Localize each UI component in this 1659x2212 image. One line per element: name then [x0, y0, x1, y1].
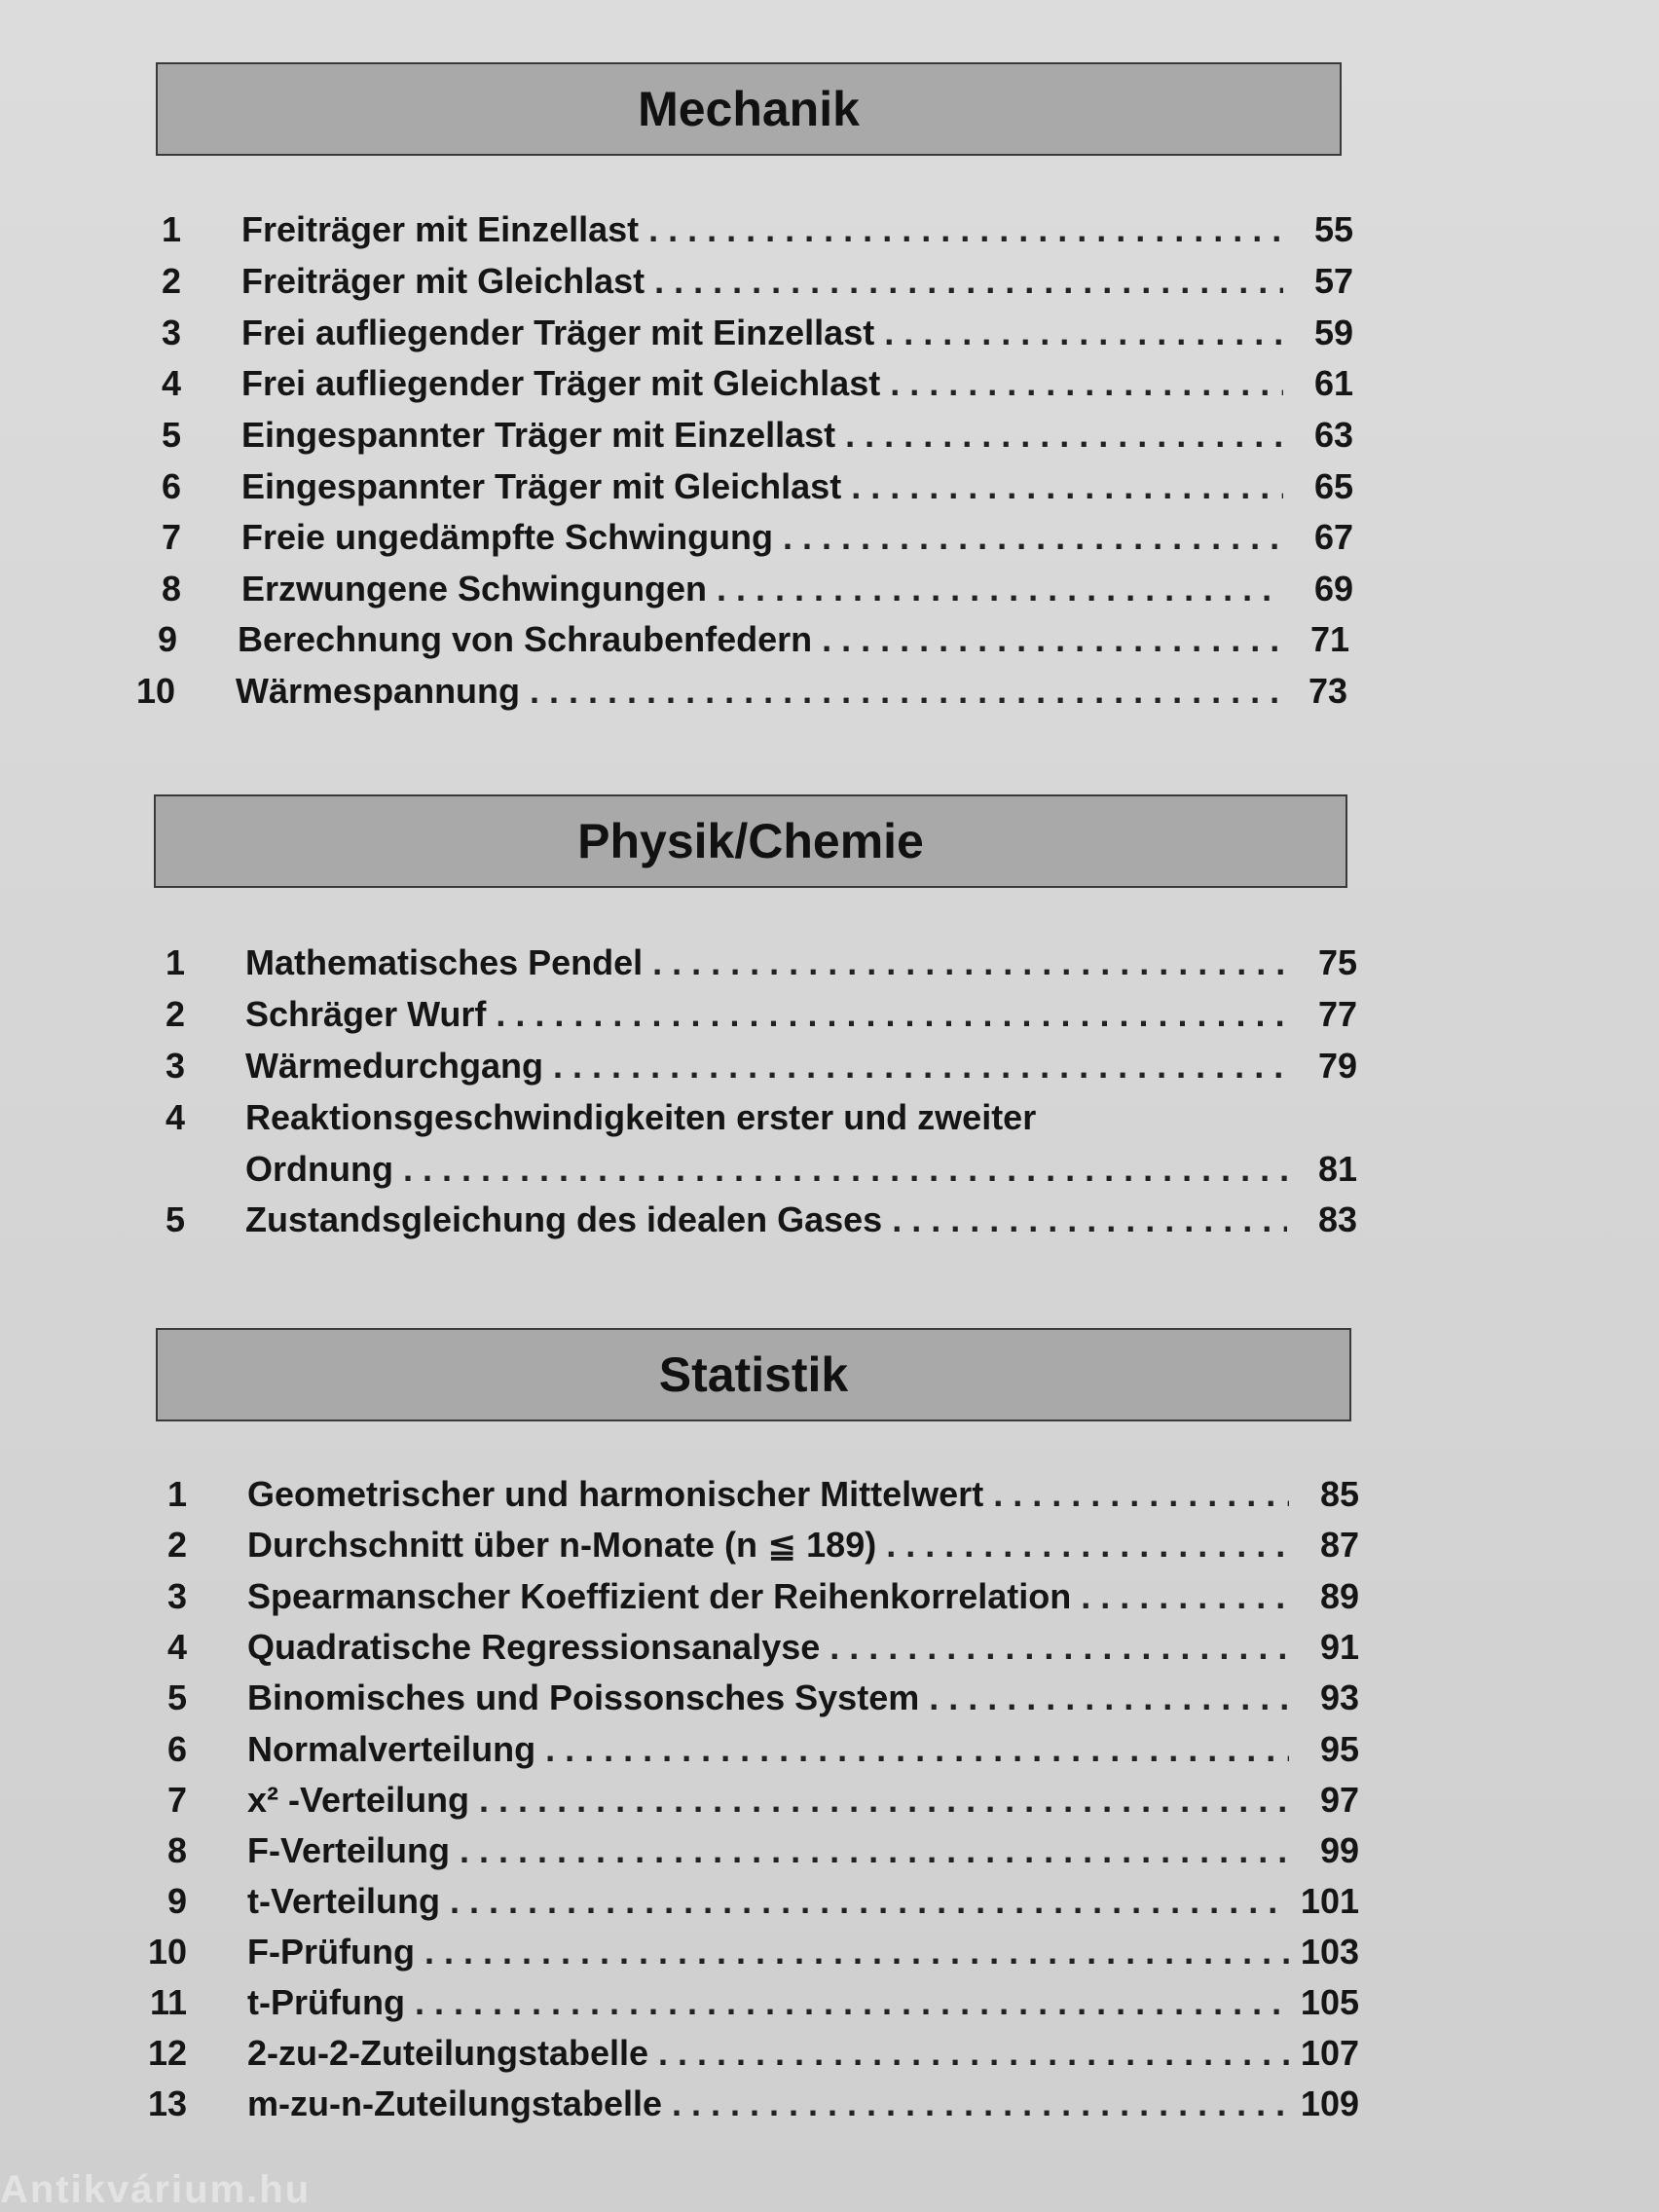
- dot-leader: [450, 1878, 1289, 1925]
- entry-page-number: 61: [1313, 363, 1353, 403]
- entry-page-number: 71: [1309, 619, 1349, 659]
- entry-page-number: 75: [1317, 942, 1357, 982]
- dot-leader: [403, 1146, 1287, 1193]
- entry-number: 7: [166, 1780, 187, 1820]
- entry-page-number: 77: [1317, 994, 1357, 1034]
- entry-page-number: 57: [1313, 261, 1353, 301]
- entry-title: Eingespannter Träger mit Gleichlast: [241, 466, 842, 506]
- toc-entry: [123, 616, 1349, 663]
- entry-title: Freiträger mit Gleichlast: [241, 261, 645, 301]
- entry-page-number: 109: [1300, 2083, 1359, 2123]
- entry-body: [241, 514, 1353, 561]
- entry-body: [245, 1043, 1357, 1089]
- toc-entry: [127, 310, 1353, 356]
- entry-body: [247, 1878, 1359, 1925]
- dot-leader: [545, 1726, 1289, 1773]
- entry-page-number: 107: [1300, 2033, 1359, 2073]
- entry-title: Freie ungedämpfte Schwingung: [241, 517, 774, 557]
- dot-leader: [886, 1522, 1289, 1568]
- entry-page-number: 87: [1319, 1525, 1359, 1565]
- entry-page-number: 89: [1319, 1576, 1359, 1616]
- entry-title: t-Verteilung: [247, 1881, 441, 1921]
- section-header-mechanik: [156, 62, 1342, 156]
- entry-body: [241, 258, 1353, 305]
- dot-leader: [424, 1929, 1289, 1975]
- entry-number: 3: [165, 1046, 185, 1086]
- entry-page-number: 65: [1313, 466, 1353, 506]
- entry-body: [241, 310, 1353, 356]
- entry-title: Frei aufliegender Träger mit Einzellast: [241, 313, 875, 352]
- dot-leader: [648, 206, 1283, 253]
- entry-number: 6: [161, 466, 181, 506]
- entry-number: 8: [161, 569, 181, 608]
- entry-number: 8: [166, 1830, 187, 1870]
- toc-entry: [132, 1522, 1359, 1568]
- entry-body: [247, 1624, 1359, 1671]
- entry-body: [241, 412, 1353, 459]
- toc-entry: [130, 991, 1357, 1038]
- section-header-physik-chemie: [154, 794, 1347, 888]
- entry-page-number: 81: [1317, 1149, 1357, 1189]
- entry-body: [247, 1522, 1359, 1568]
- toc-entry: [132, 1573, 1359, 1620]
- entry-title: Zustandsgleichung des idealen Gases: [245, 1199, 883, 1239]
- entry-body: [245, 1197, 1357, 1243]
- dot-leader: [884, 310, 1283, 356]
- entry-page-number: 83: [1317, 1199, 1357, 1239]
- dot-leader: [993, 1471, 1289, 1518]
- entry-body: [247, 2030, 1359, 2077]
- dot-leader: [890, 360, 1283, 407]
- toc-entry: [127, 258, 1353, 305]
- toc-entry: [132, 1777, 1359, 1824]
- toc-entry: [132, 1929, 1359, 1975]
- toc-entry: [127, 206, 1353, 253]
- entry-number: 10: [147, 1932, 187, 1972]
- entry-number: 12: [147, 2033, 187, 2073]
- entry-page-number: 85: [1319, 1474, 1359, 1514]
- toc-entry: [127, 566, 1353, 612]
- entry-body: [236, 668, 1347, 715]
- toc-entry: [121, 668, 1347, 715]
- section-title: Physik/Chemie: [577, 814, 924, 868]
- dot-leader: [658, 2030, 1289, 2077]
- dot-leader: [460, 1827, 1289, 1874]
- entry-title: Mathematisches Pendel: [245, 942, 644, 982]
- entry-title: Normalverteilung: [247, 1729, 536, 1769]
- entry-number: 1: [161, 209, 181, 249]
- entry-page-number: 93: [1319, 1677, 1359, 1717]
- toc-entry: [127, 412, 1353, 459]
- toc-entry: [132, 1827, 1359, 1874]
- entry-title: Durchschnitt über n-Monate (n ≦ 189): [247, 1525, 877, 1565]
- toc-entry: [132, 1471, 1359, 1518]
- entry-body: [245, 1094, 1357, 1141]
- entry-body: [241, 566, 1353, 612]
- dot-leader: [652, 940, 1287, 986]
- dot-leader: [783, 514, 1283, 561]
- entry-title: t-Prüfung: [247, 1982, 405, 2022]
- entry-number: 5: [165, 1199, 185, 1239]
- entry-body: [247, 1726, 1359, 1773]
- dot-leader: [654, 258, 1283, 305]
- entry-page-number: 97: [1319, 1780, 1359, 1820]
- entry-body: [247, 1979, 1359, 2026]
- toc-entry: [127, 463, 1353, 510]
- dot-leader: [479, 1777, 1289, 1824]
- entry-title: Berechnung von Schraubenfedern: [238, 619, 813, 659]
- entry-body: [241, 206, 1353, 253]
- entry-title: Eingespannter Träger mit Einzellast: [241, 415, 836, 455]
- section-header-statistik: [156, 1328, 1351, 1421]
- entry-body: [247, 1777, 1359, 1824]
- dot-leader: [851, 463, 1283, 510]
- toc-entry: [132, 2030, 1359, 2077]
- entry-number: 4: [161, 363, 181, 403]
- entry-number: 9: [157, 619, 177, 659]
- toc-entry: [130, 1043, 1357, 1089]
- dot-leader: [929, 1675, 1289, 1721]
- entry-title: Spearmanscher Koeffizient der Reihenkorrelation: [247, 1576, 1072, 1616]
- entry-page-number: 105: [1300, 1982, 1359, 2022]
- entry-page-number: 63: [1313, 415, 1353, 455]
- toc-entry: [130, 1146, 1357, 1193]
- entry-title: Ordnung: [245, 1149, 393, 1189]
- entry-title: m-zu-n-Zuteilungstabelle: [247, 2083, 662, 2123]
- entry-page-number: 73: [1308, 671, 1347, 711]
- toc-entry: [132, 2081, 1359, 2127]
- dot-leader: [553, 1043, 1287, 1089]
- entry-title: Wärmedurchgang: [245, 1046, 544, 1086]
- entry-title: Reaktionsgeschwindigkeiten erster und zweiter: [245, 1097, 1037, 1137]
- dot-leader: [845, 412, 1283, 459]
- entry-title: Quadratische Regressionsanalyse: [247, 1627, 821, 1667]
- entry-number: 2: [165, 994, 185, 1034]
- entry-number: 1: [165, 942, 185, 982]
- section-title: Mechanik: [638, 82, 860, 136]
- entry-title: 2-zu-2-Zuteilungstabelle: [247, 2033, 649, 2073]
- entry-body: [247, 1573, 1359, 1620]
- entry-title: F-Prüfung: [247, 1932, 415, 1972]
- entry-number: 5: [161, 415, 181, 455]
- toc-entry: [132, 1726, 1359, 1773]
- toc-entry: [127, 360, 1353, 407]
- entry-number: 11: [149, 1982, 187, 2022]
- entry-body: [238, 616, 1349, 663]
- entry-number: 9: [166, 1881, 187, 1921]
- entry-body: [241, 360, 1353, 407]
- entry-body: [247, 1827, 1359, 1874]
- entry-title: x² -Verteilung: [247, 1780, 470, 1820]
- entry-page-number: 67: [1313, 517, 1353, 557]
- entry-page-number: 103: [1300, 1932, 1359, 1972]
- entry-number: 10: [135, 671, 175, 711]
- dot-leader: [672, 2081, 1289, 2127]
- toc-entry: [132, 1624, 1359, 1671]
- entry-title: Geometrischer und harmonischer Mittelwert: [247, 1474, 984, 1514]
- section-title: Statistik: [658, 1347, 849, 1402]
- entry-page-number: 59: [1313, 313, 1353, 352]
- entry-number: 5: [166, 1677, 187, 1717]
- entry-number: 4: [165, 1097, 185, 1137]
- entry-title: F-Verteilung: [247, 1830, 451, 1870]
- entry-body: [245, 1146, 1357, 1193]
- entry-page-number: 55: [1313, 209, 1353, 249]
- entry-body: [247, 2081, 1359, 2127]
- entry-number: 4: [166, 1627, 187, 1667]
- entry-number: 3: [166, 1576, 187, 1616]
- toc-entry: [130, 940, 1357, 986]
- entry-page-number: 99: [1319, 1830, 1359, 1870]
- dot-leader: [496, 991, 1287, 1038]
- dot-leader: [830, 1624, 1289, 1671]
- toc-entry: [130, 1094, 1357, 1141]
- entry-page-number: 69: [1313, 569, 1353, 608]
- dot-leader: [717, 566, 1283, 612]
- entry-body: [247, 1471, 1359, 1518]
- entry-body: [241, 463, 1353, 510]
- toc-entry: [132, 1675, 1359, 1721]
- dot-leader: [822, 616, 1279, 663]
- entry-title: Schräger Wurf: [245, 994, 487, 1034]
- entry-number: 7: [161, 517, 181, 557]
- entry-page-number: 91: [1319, 1627, 1359, 1667]
- watermark: Antikvárium.hu: [0, 2168, 312, 2211]
- toc-entry: [127, 514, 1353, 561]
- dot-leader: [415, 1979, 1289, 2026]
- entry-body: [245, 991, 1357, 1038]
- entry-page-number: 95: [1319, 1729, 1359, 1769]
- entry-body: [247, 1929, 1359, 1975]
- entry-number: 2: [161, 261, 181, 301]
- entry-title: Erzwungene Schwingungen: [241, 569, 708, 608]
- entry-number: 3: [161, 313, 181, 352]
- entry-number: 6: [166, 1729, 187, 1769]
- entry-page-number: 79: [1317, 1046, 1357, 1086]
- dot-leader: [1081, 1573, 1289, 1620]
- entry-number: 1: [166, 1474, 187, 1514]
- dot-leader: [892, 1197, 1287, 1243]
- entry-title: Frei aufliegender Träger mit Gleichlast: [241, 363, 881, 403]
- entry-title: Freiträger mit Einzellast: [241, 209, 640, 249]
- entry-number: 13: [147, 2083, 187, 2123]
- toc-entry: [132, 1979, 1359, 2026]
- entry-number: 2: [166, 1525, 187, 1565]
- entry-body: [245, 940, 1357, 986]
- entry-title: Binomisches und Poissonsches System: [247, 1677, 920, 1717]
- entry-body: [247, 1675, 1359, 1721]
- entry-title: Wärmespannung: [236, 671, 521, 711]
- toc-entry: [132, 1878, 1359, 1925]
- toc-entry: [130, 1197, 1357, 1243]
- dot-leader: [530, 668, 1277, 715]
- entry-page-number: 101: [1300, 1881, 1359, 1921]
